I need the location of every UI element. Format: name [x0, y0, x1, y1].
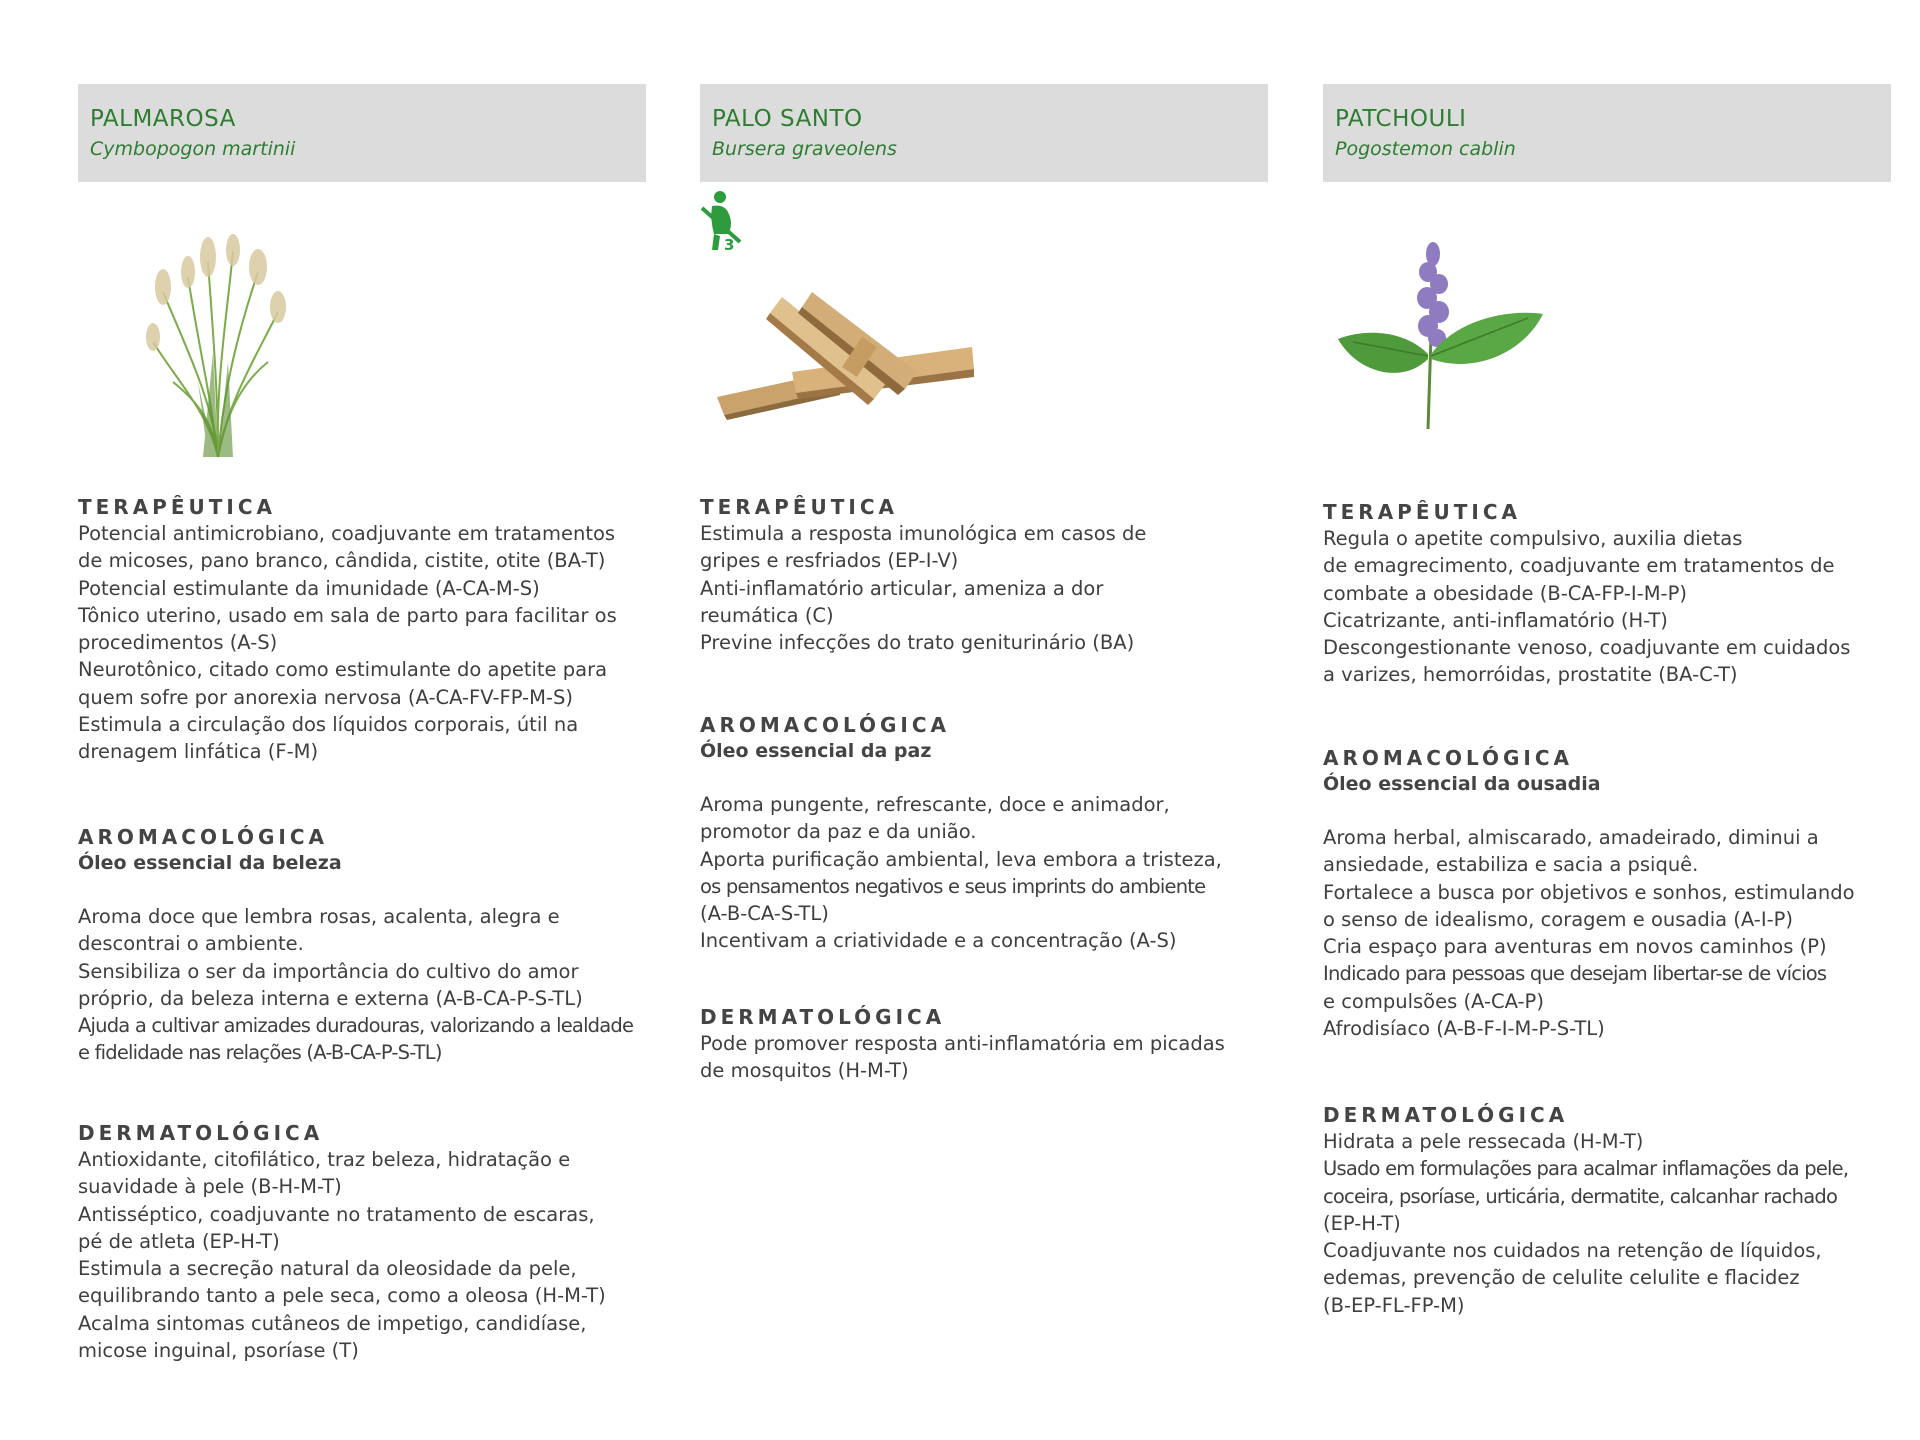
patchouli-plant-illustration — [1323, 182, 1891, 482]
text-line: Cria espaço para aventuras em novos caminhos (P) — [1323, 935, 1827, 959]
text-line: e compulsões (A-CA-P) — [1323, 989, 1544, 1013]
oil-card-palmarosa — [78, 84, 646, 1363]
oil-card-patchouli — [1323, 84, 1891, 1317]
oil-latin-name: Cymbopogon martinii — [90, 138, 296, 160]
text-line: descontrai o ambiente. — [78, 932, 304, 956]
text-line: (EP-H-T) — [1323, 1211, 1401, 1235]
pregnancy-warning-icon — [700, 190, 748, 260]
dermatologica-lines — [1323, 1128, 1891, 1319]
text-line: edemas, prevenção de celulite celulite e flacidez — [1323, 1266, 1800, 1290]
text-line: promotor da paz e da união. — [700, 820, 977, 844]
terapeutica-lines — [1323, 525, 1891, 689]
text-line: equilibrando tanto a pele seca, como a oleosa (H-M-T) — [78, 1284, 606, 1308]
oil-name: PALMAROSA — [90, 106, 236, 132]
text-line: gripes e resfriados (EP-I-V) — [700, 549, 959, 573]
section-heading: TERAPÊUTICA — [700, 495, 898, 519]
aromacologica-section — [78, 824, 646, 1067]
text-line: Potencial estimulante da imunidade (A-CA-M-S) — [78, 576, 540, 600]
oil-latin-name: Bursera graveolens — [712, 138, 897, 160]
section-heading: TERAPÊUTICA — [1323, 500, 1521, 524]
section-heading: DERMATOLÓGICA — [78, 1121, 324, 1145]
text-line: de mosquitos (H-M-T) — [700, 1059, 909, 1083]
text-line: Estimula a secreção natural da oleosidade da pele, — [78, 1257, 577, 1281]
section-subtitle: Óleo essencial da paz — [700, 740, 932, 762]
dermatologica-section — [700, 1004, 1268, 1085]
oil-name: PATCHOULI — [1335, 106, 1467, 132]
text-line: Aroma doce que lembra rosas, acalenta, alegra e — [78, 905, 560, 928]
aromacologica-lines — [700, 791, 1268, 955]
palmarosa-grass-icon — [118, 232, 318, 462]
text-line: procedimentos (A-S) — [78, 631, 278, 655]
section-heading: DERMATOLÓGICA — [700, 1005, 946, 1029]
text-line: os pensamentos negativos e seus imprints do ambiente — [700, 874, 1206, 898]
section-subtitle: Óleo essencial da beleza — [78, 852, 342, 874]
dermatologica-lines — [78, 1146, 646, 1364]
text-line: Potencial antimicrobiano, coadjuvante em tratamentos — [78, 522, 616, 545]
section-heading: AROMACOLÓGICA — [78, 825, 328, 849]
text-line: Ajuda a cultivar amizades duradouras, valorizando a lealdade — [78, 1014, 634, 1038]
text-line: Estimula a resposta imunológica em casos de — [700, 522, 1147, 545]
text-line: de emagrecimento, coadjuvante em tratamentos de — [1323, 554, 1835, 578]
text-line: a varizes, hemorróidas, prostatite (BA-C-T) — [1323, 663, 1738, 687]
text-line: Previne infecções do trato geniturinário (BA) — [700, 631, 1135, 655]
dermatologica-section — [1323, 1102, 1891, 1319]
text-line: Antisséptico, coadjuvante no tratamento de escaras, — [78, 1202, 595, 1226]
text-line: Incentivam a criatividade e a concentração (A-S) — [700, 929, 1177, 953]
oil-card-palo-santo — [700, 84, 1268, 1083]
text-line: ansiedade, estabiliza e sacia a psiquê. — [1323, 853, 1699, 877]
text-line: Indicado para pessoas que desejam libertar-se de vícios — [1323, 962, 1827, 986]
text-line: próprio, da beleza interna e externa (A-B-CA-P-S-TL) — [78, 986, 583, 1010]
aromacologica-section — [700, 712, 1268, 955]
text-line: quem sofre por anorexia nervosa (A-CA-FV-FP-M-S) — [78, 685, 573, 709]
text-line: Sensibiliza o ser da importância do cultivo do amor — [78, 959, 579, 983]
aromacologica-lines — [78, 903, 646, 1067]
text-line: Antioxidante, citofilático, traz beleza, hidratação e — [78, 1148, 571, 1171]
text-line: Cicatrizante, anti-inflamatório (H-T) — [1323, 608, 1668, 632]
dermatologica-section — [78, 1120, 646, 1364]
card-header — [1323, 84, 1891, 182]
aromacologica-section — [1323, 745, 1891, 1042]
section-heading: AROMACOLÓGICA — [700, 713, 950, 737]
section-heading: DERMATOLÓGICA — [1323, 1103, 1569, 1127]
terapeutica-lines — [700, 520, 1268, 656]
text-line: de micoses, pano branco, cândida, cistite, otite (BA-T) — [78, 549, 606, 573]
text-line: Regula o apetite compulsivo, auxilia dietas — [1323, 527, 1743, 550]
text-line: Descongestionante venoso, coadjuvante em cuidados — [1323, 636, 1851, 660]
oil-latin-name: Pogostemon cablin — [1335, 138, 1516, 160]
text-line: e fidelidade nas relações (A-B-CA-P-S-TL) — [78, 1041, 442, 1065]
patchouli-plant-icon — [1333, 234, 1553, 434]
text-line: Acalma sintomas cutâneos de impetigo, candidíase, — [78, 1311, 587, 1335]
text-line: (B-EP-FL-FP-M) — [1323, 1293, 1465, 1317]
text-line: o senso de idealismo, coragem e ousadia (A-I-P) — [1323, 907, 1793, 931]
text-line: Hidrata a pele ressecada (H-M-T) — [1323, 1130, 1644, 1153]
warning-number: 3 — [724, 236, 735, 254]
oil-name: PALO SANTO — [712, 106, 863, 132]
aromacologica-lines — [1323, 824, 1891, 1042]
text-line: Anti-inflamatório articular, ameniza a dor — [700, 576, 1104, 600]
text-line: combate a obesidade (B-CA-FP-I-M-P) — [1323, 581, 1687, 605]
wood-sticks-illustration — [700, 182, 1268, 482]
text-line: Estimula a circulação dos líquidos corporais, útil na — [78, 713, 579, 737]
text-line: drenagem linfática (F-M) — [78, 740, 319, 764]
terapeutica-lines — [78, 520, 646, 766]
text-line: micose inguinal, psoríase (T) — [78, 1339, 359, 1363]
card-header — [78, 84, 646, 182]
text-line: pé de atleta (EP-H-T) — [78, 1229, 280, 1253]
text-line: Fortalece a busca por objetivos e sonhos, estimulando — [1323, 880, 1855, 904]
text-line: Usado em formulações para acalmar inflamações da pele, — [1323, 1157, 1849, 1181]
text-line: Aporta purificação ambiental, leva embora a tristeza, — [700, 847, 1222, 871]
text-line: Aroma herbal, almiscarado, amadeirado, diminui a — [1323, 826, 1819, 849]
terapeutica-section — [700, 494, 1268, 656]
text-line: Coadjuvante nos cuidados na retenção de líquidos, — [1323, 1239, 1822, 1263]
section-heading: AROMACOLÓGICA — [1323, 746, 1573, 770]
terapeutica-section — [78, 494, 646, 766]
text-line: Tônico uterino, usado em sala de parto para facilitar os — [78, 603, 617, 627]
section-subtitle: Óleo essencial da ousadia — [1323, 773, 1601, 795]
section-heading: TERAPÊUTICA — [78, 495, 276, 519]
text-line: Afrodisíaco (A-B-F-I-M-P-S-TL) — [1323, 1017, 1605, 1041]
text-line: Neurotônico, citado como estimulante do apetite para — [78, 658, 608, 682]
text-line: (A-B-CA-S-TL) — [700, 902, 829, 926]
text-line: Pode promover resposta anti-inflamatória em picadas — [700, 1032, 1225, 1055]
palo-santo-sticks-icon — [712, 277, 982, 427]
card-header — [700, 84, 1268, 182]
text-line: suavidade à pele (B-H-M-T) — [78, 1175, 342, 1199]
text-line: Aroma pungente, refrescante, doce e animador, — [700, 793, 1170, 816]
text-line: reumática (C) — [700, 603, 834, 627]
text-line: coceira, psoríase, urticária, dermatite, calcanhar rachado — [1323, 1184, 1838, 1208]
dermatologica-lines — [700, 1030, 1268, 1085]
grass-illustration — [78, 182, 646, 482]
terapeutica-section — [1323, 499, 1891, 689]
